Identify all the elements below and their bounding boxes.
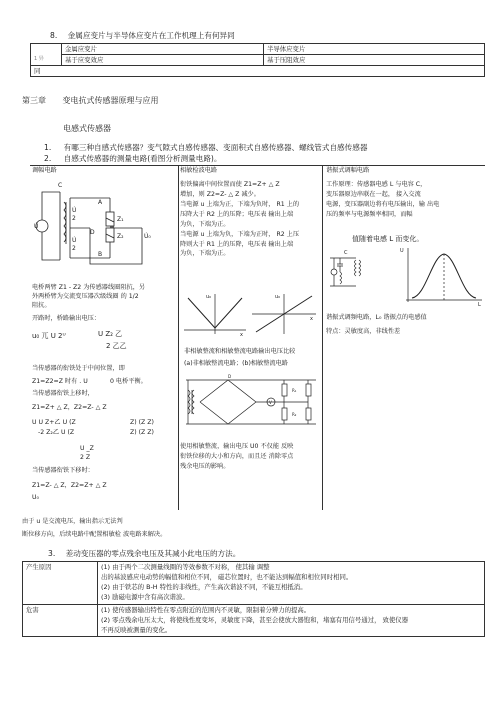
- svg-text:C: C: [58, 182, 63, 189]
- left-col-heading: 调幅电路: [32, 167, 57, 174]
- q8-table: [30, 43, 485, 77]
- upward-result-den: 2 Z: [80, 454, 91, 461]
- mid-caption-1: 非相敏整流和相敏整流电路输出电压比较: [184, 348, 296, 355]
- q8-title: 金属应变片与半导体应变片在工作机理上有何异同: [67, 31, 235, 40]
- q8-col1-head: 金属应变片: [62, 44, 264, 55]
- right-col-line5: 值随着电感 L 而变化。: [352, 235, 424, 243]
- svg-text:U̇: U̇: [72, 237, 77, 244]
- svg-text:V: V: [269, 400, 272, 405]
- right-col-heading: 谐振式调幅电路: [326, 167, 370, 174]
- svg-text:R₂: R₂: [292, 412, 297, 417]
- svg-text:D: D: [90, 229, 95, 236]
- downward-eq: Z1=Z- △ Z，Z2=Z+ △ Z: [32, 482, 107, 489]
- svg-text:L: L: [478, 302, 481, 308]
- formula1-denominator: 2 乙乙: [106, 342, 127, 350]
- q3-row1-content: (1) 由于两个二次测量线圈的等效参数不对称， 使其输 调整 出的基波感应电动势的幅值和相位不同， 磁芯位置时，也不能达到幅值和相位同时相同。 (2) 由于铁芯的 B-H 特性的非线性，产生高次谐波不同，不能互相抵消。 (3) 励磁电源中含有高次谐波。: [98, 562, 485, 605]
- q3-title: 差动变压器的零点残余电压及其减小此电压的方法。: [65, 549, 241, 558]
- q1-line: [44, 143, 367, 152]
- svg-text:C: C: [344, 250, 348, 256]
- q2-number: 2.: [44, 154, 52, 163]
- right-col-freq-note: 特点：灵敏度高，非线性差: [326, 328, 401, 335]
- mid-after-text: 使用相敏整流，输出电压 U0 不仅能 反映 衔铁位移的大小和方向，而且还 消除零点 残余电压的影响。: [180, 443, 294, 470]
- svg-text:D: D: [228, 374, 232, 379]
- after-cols-line2: 断位移方向，后续电路中配置相敏检 波电路来解决。: [22, 531, 167, 538]
- after-cols-line1: 由于 u 是交流电压，输出指示无法判: [22, 518, 123, 525]
- q3-row1-label: 产生原因: [23, 562, 98, 605]
- chapter-heading: [22, 96, 159, 106]
- q8-number: 8.: [50, 31, 58, 40]
- svg-text:x: x: [310, 316, 313, 322]
- svg-text:U: U: [400, 248, 404, 254]
- phase-sensitive-detector-diagram: [182, 370, 320, 430]
- q2-line: [44, 154, 221, 163]
- svg-text:u₀: u₀: [206, 294, 212, 300]
- q3-number: 3.: [48, 549, 56, 558]
- downward-text: 当传感器衔铁下移时：: [32, 467, 94, 474]
- upward-formula-d: Z) (Z Z): [130, 429, 154, 436]
- chapter-number: 第三章: [22, 96, 46, 105]
- svg-text:2: 2: [72, 215, 76, 222]
- q1-text: 有哪三种自感式传感器？变气隙式自感传感器、变面积式自感传感器、螺线管式自感传感器: [63, 143, 368, 152]
- bridge-circuit-diagram: [32, 178, 172, 278]
- q1-number: 1.: [44, 143, 52, 152]
- svg-text:A: A: [98, 199, 103, 206]
- q3-row2-content: (1) 使传感器输出特性在零点附近的范围内不灵敏，限制着分辨力的提高。 (2) 零点残余电压太大，将使线性度变坏，灵敏度下降，甚至会使放大器饱和，堵塞有用信号通过， 致使仪器 不再反映被测量的变化。: [98, 604, 485, 637]
- svg-text:2: 2: [72, 245, 76, 252]
- bridge-source-label: U̇: [34, 223, 39, 230]
- right-col-text: 工作原理：传感器电感 L 与电容 C， 变压器原边串联在一起， 接入交流 电源，变压器副边将有电压输出，输 出电 压的频率与电源频率相同，而幅: [326, 181, 440, 218]
- right-col-freq-heading: 谐振式调频电路，L₀ 谐振点的电感值: [326, 314, 427, 321]
- col-divider-1: [178, 165, 179, 510]
- q3-heading: [48, 549, 240, 558]
- downward-result: U₀: [32, 494, 40, 501]
- upward-text: 当传感器衔铁上移时，: [32, 390, 94, 397]
- q8-table-corner: [31, 44, 62, 55]
- mid-caption-2: (a)非相敏整流电路；(b)相敏整流电路: [184, 360, 288, 367]
- q8-row2-label: 同: [31, 66, 485, 77]
- q3-row2-label: 危害: [23, 604, 98, 637]
- q8-heading: [50, 31, 235, 40]
- q8-col1-value: 基于应变效应: [62, 55, 264, 66]
- svg-text:x: x: [240, 332, 243, 338]
- upward-eq: Z1=Z+ △ Z，Z2=Z- △ Z: [32, 404, 107, 411]
- q2-text: 自感式传感器的测量电路(看图分析测量电路)。: [63, 154, 222, 163]
- svg-text:Z₁: Z₁: [117, 216, 124, 223]
- upward-formula-a: U U Z+乙 U (Z: [32, 419, 76, 426]
- q8-col2-head: 半导体应变片: [264, 44, 485, 55]
- upward-formula-c: Z) (Z Z): [130, 419, 154, 426]
- upward-formula-b: -2 Z₂乙 U (Z: [38, 429, 75, 436]
- svg-text:B: B: [98, 251, 103, 258]
- svg-text:u₀: u₀: [275, 294, 281, 300]
- bridge-description: 电桥两臂 Z1 - Z2 为传感器线圈阻抗，另 外两桥臂为交流变压器次级线圈 的 1/2 阻抗。 开路时，桥路输出电压：: [32, 284, 146, 322]
- svg-text:U̇₀: U̇₀: [144, 233, 151, 240]
- q8-col2-value: 基于压阻效应: [264, 55, 485, 66]
- chapter-title: 变电抗式传感器原理与应用: [62, 96, 159, 105]
- zero-position-eq: Z1=Z2=Z 时有 . U: [32, 378, 88, 385]
- three-col-top-rule: [30, 165, 485, 166]
- formula1-left: u₀ 兀 U 2ᵁ: [32, 332, 66, 340]
- svg-text:R₁: R₁: [292, 388, 297, 393]
- svg-text:Z₂: Z₂: [117, 233, 124, 240]
- col-divider-2: [322, 165, 323, 510]
- section-title: 电感式传感器: [63, 124, 111, 133]
- zero-position-text: 当传感器的衔铁处于中间位置，即: [32, 365, 125, 372]
- output-voltage-graphs: [180, 290, 320, 336]
- q3-table: [22, 561, 485, 637]
- zero-position-result: 0 电桥平衡。: [110, 378, 147, 385]
- resonant-circuit-and-curve: [326, 246, 484, 306]
- mid-col-heading: 相敏检波电路: [180, 167, 218, 174]
- mid-col-text: 衔铁偏离中间位置而使 Z1=Z+ △ Z 增加，则 Z2=Z- △ Z 减少。 当电源 u 上端为正，下端为负时， R1 上的 压降大于 R2 上的压降；电压表 输出上端 为负，下端为正。 当电源 u 上端为负，下端为正时， R2 上压 降则大于 R1 上的压降，电压表 输出上端 为负，下端为正。: [180, 181, 300, 258]
- svg-text:U̇: U̇: [72, 207, 77, 214]
- q8-row-label: 1 异: [31, 55, 62, 66]
- formula1-numerator: U Z₂ 乙: [98, 330, 123, 338]
- upward-result-num: U _Z: [80, 445, 94, 452]
